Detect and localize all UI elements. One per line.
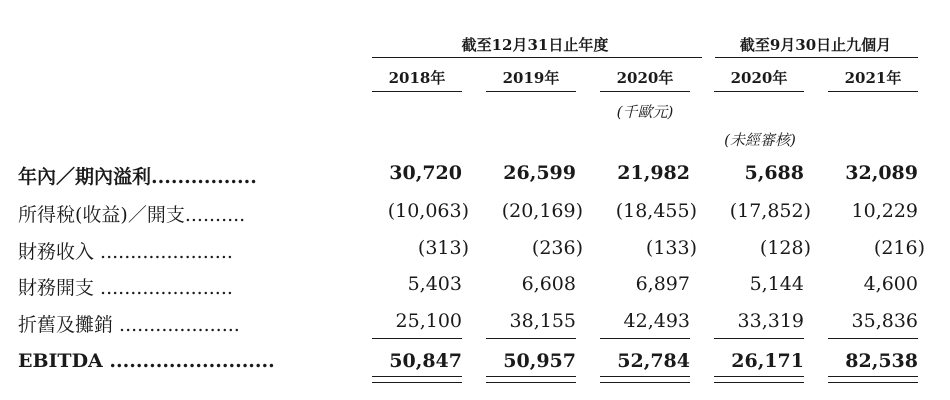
unit-note: (千歐元) bbox=[616, 103, 674, 121]
cell-depreciation-2020-9m: 33,319 bbox=[737, 310, 804, 332]
cell-profit-2019: 26,599 bbox=[503, 162, 576, 184]
subtotal-rule-2019 bbox=[486, 338, 576, 339]
subtotal-rule-2020 bbox=[600, 338, 690, 339]
header-group-year-end-rule bbox=[372, 57, 702, 58]
cell-depreciation-2020: 42,493 bbox=[623, 310, 690, 332]
cell-income-tax-2021-9m: 10,229 bbox=[851, 200, 918, 222]
subtotal-rule-2021-9m bbox=[828, 338, 918, 339]
year-rule-2020-nine-months bbox=[714, 91, 804, 92]
cell-income-tax-2019: (20,169) bbox=[501, 200, 583, 222]
header-group-nine-months-rule bbox=[715, 57, 918, 58]
year-header-2020: 2020年 bbox=[616, 69, 674, 87]
cell-ebitda-2021-9m: 82,538 bbox=[845, 350, 918, 372]
cell-income-tax-2020-9m: (17,852) bbox=[729, 200, 811, 222]
cell-depreciation-2019: 38,155 bbox=[509, 310, 576, 332]
cell-ebitda-2020: 52,784 bbox=[617, 350, 690, 372]
cell-profit-2020-9m: 5,688 bbox=[744, 162, 804, 184]
total-double-rule-2020-9m bbox=[714, 376, 804, 383]
row-label-depreciation: 折舊及攤銷 .................... bbox=[18, 314, 240, 336]
year-rule-2020 bbox=[600, 91, 690, 92]
cell-finance-income-2018: (313) bbox=[417, 237, 469, 259]
unaudited-note: (未經審核) bbox=[724, 131, 796, 149]
cell-ebitda-2020-9m: 26,171 bbox=[731, 350, 804, 372]
header-group-year-end: 截至12月31日止年度 bbox=[461, 36, 609, 54]
row-label-income-tax: 所得稅(收益)／開支.......... bbox=[18, 204, 246, 226]
cell-finance-costs-2019: 6,608 bbox=[521, 273, 576, 295]
cell-finance-costs-2020-9m: 5,144 bbox=[749, 273, 804, 295]
cell-finance-income-2020: (133) bbox=[645, 237, 697, 259]
cell-income-tax-2018: (10,063) bbox=[387, 200, 469, 222]
cell-finance-income-2019: (236) bbox=[531, 237, 583, 259]
row-label-finance-costs: 財務開支 ...................... bbox=[18, 277, 233, 299]
total-double-rule-2020 bbox=[600, 376, 690, 383]
row-label-ebitda: EBITDA ......................... bbox=[18, 350, 275, 372]
cell-ebitda-2019: 50,957 bbox=[503, 350, 576, 372]
year-header-2020-nine-months: 2020年 bbox=[730, 69, 788, 87]
cell-finance-income-2020-9m: (128) bbox=[759, 237, 811, 259]
cell-ebitda-2018: 50,847 bbox=[389, 350, 462, 372]
cell-profit-2020: 21,982 bbox=[617, 162, 690, 184]
header-group-nine-months: 截至9月30日止九個月 bbox=[739, 36, 892, 54]
cell-depreciation-2018: 25,100 bbox=[395, 310, 462, 332]
cell-income-tax-2020: (18,455) bbox=[615, 200, 697, 222]
total-double-rule-2018 bbox=[372, 376, 462, 383]
subtotal-rule-2020-9m bbox=[714, 338, 804, 339]
year-header-2019: 2019年 bbox=[502, 69, 560, 87]
total-double-rule-2021-9m bbox=[828, 376, 918, 383]
cell-finance-costs-2021-9m: 4,600 bbox=[863, 273, 918, 295]
row-label-finance-income: 財務收入 ...................... bbox=[18, 241, 233, 263]
cell-profit-2021-9m: 32,089 bbox=[845, 162, 918, 184]
row-label-profit: 年內／期內溢利................ bbox=[18, 166, 257, 188]
cell-finance-costs-2018: 5,403 bbox=[407, 273, 462, 295]
year-rule-2019 bbox=[486, 91, 576, 92]
cell-finance-costs-2020: 6,897 bbox=[635, 273, 690, 295]
year-header-2018: 2018年 bbox=[388, 69, 446, 87]
cell-profit-2018: 30,720 bbox=[389, 162, 462, 184]
year-rule-2018 bbox=[372, 91, 462, 92]
year-rule-2021-nine-months bbox=[828, 91, 918, 92]
total-double-rule-2019 bbox=[486, 376, 576, 383]
subtotal-rule-2018 bbox=[372, 338, 462, 339]
cell-finance-income-2021-9m: (216) bbox=[873, 237, 925, 259]
year-header-2021-nine-months: 2021年 bbox=[844, 69, 902, 87]
cell-depreciation-2021-9m: 35,836 bbox=[851, 310, 918, 332]
